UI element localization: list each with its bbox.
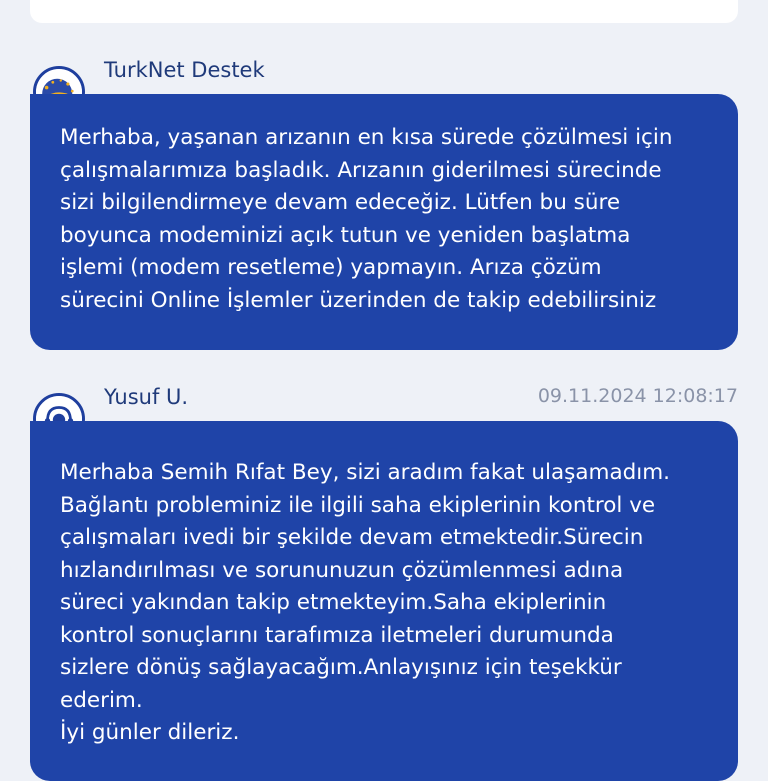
- message-line: hızlandırılması ve sorununuzun çözümlenmesi adına: [60, 557, 624, 583]
- sender-name: Yusuf U.: [104, 385, 189, 409]
- message-line: çalışmaları ivedi bir şekilde devam etmektedir.Sürecin: [60, 525, 644, 550]
- message-line: sizi bilgilendirmeye devam edeceğiz. Lütfen bu süre: [60, 190, 621, 215]
- message-line: boyunca modeminizi açık tutun ve yeniden başlatma: [60, 222, 631, 248]
- message-line: ederim.: [60, 687, 143, 713]
- message-line: sürecini Online İşlemler üzerinden de takip edebilirsiniz: [60, 287, 657, 313]
- message-line: Bağlantı probleminiz ile ilgili saha ekiplerinin kontrol ve: [60, 492, 656, 518]
- message-line: sizlere dönüş sağlayacağım.Anlayışınız için teşekkür: [60, 655, 622, 680]
- message-line: işlemi (modem resetleme) yapmayın. Arıza çözüm: [60, 255, 602, 280]
- sender-name: TurkNet Destek: [104, 58, 265, 82]
- previous-message-card: [30, 0, 738, 23]
- message-line: İyi günler dileriz.: [60, 720, 240, 745]
- message-bubble: [30, 421, 738, 781]
- message-line: kontrol sonuçlarını tarafımıza iletmeleri durumunda: [60, 622, 614, 648]
- message-line: Merhaba, yaşanan arızanın en kısa sürede çözülmesi için: [60, 125, 673, 150]
- message-timestamp: 09.11.2024 12:08:17: [537, 385, 738, 407]
- message-line: Merhaba Semih Rıfat Bey, sizi aradım fakat ulaşamadım.: [60, 460, 671, 485]
- message-line: süreci yakından takip etmekteyim.Saha ekiplerinin: [60, 590, 607, 615]
- message-line: çalışmalarımıza başladık. Arızanın giderilmesi sürecinde: [60, 157, 662, 183]
- message-bubble: [30, 94, 738, 350]
